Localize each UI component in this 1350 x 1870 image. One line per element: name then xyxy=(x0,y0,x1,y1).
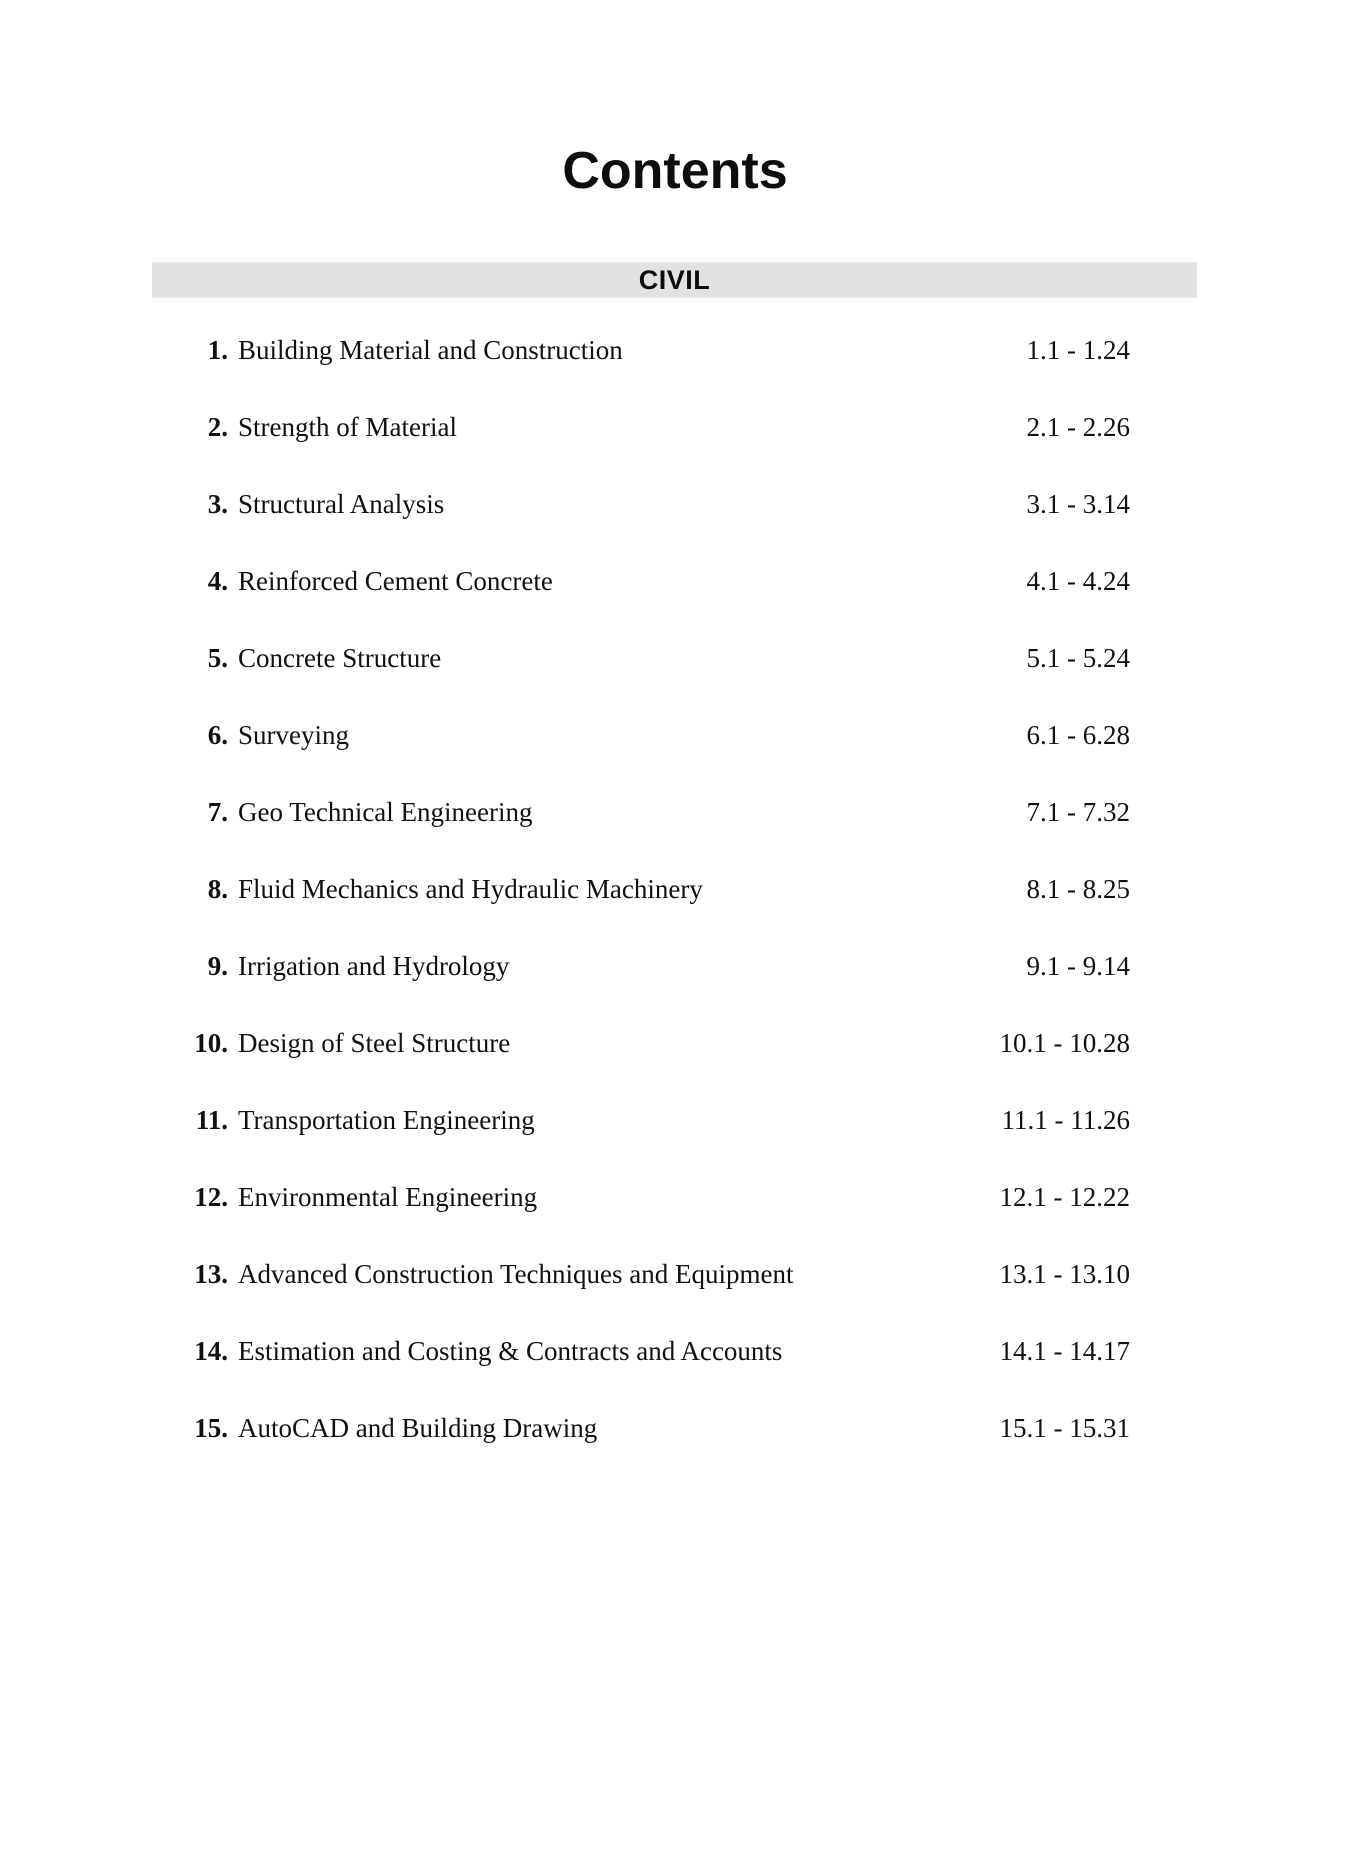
toc-entry-number: 4. xyxy=(207,566,228,596)
toc-entry xyxy=(152,774,1130,851)
toc-entry-pages: 6.1 - 6.28 xyxy=(1026,720,1130,750)
toc-entry xyxy=(152,1313,1130,1390)
toc-entry-number: 3. xyxy=(207,489,228,519)
toc-entry xyxy=(152,389,1130,466)
toc-entry-title: Structural Analysis xyxy=(238,489,445,519)
toc-entry-pages: 3.1 - 3.14 xyxy=(1026,489,1130,519)
toc-entry-number: 9. xyxy=(207,951,228,981)
toc-entry xyxy=(152,466,1130,543)
toc-entry-title: Estimation and Costing & Contracts and Accounts xyxy=(238,1336,783,1366)
section-banner xyxy=(152,262,1197,298)
toc-entry-title: Advanced Construction Techniques and Equipment xyxy=(238,1259,794,1289)
toc-entry-number: 1. xyxy=(207,335,228,365)
toc-entry-pages: 12.1 - 12.22 xyxy=(999,1182,1130,1212)
toc-entry-pages: 7.1 - 7.32 xyxy=(1026,797,1130,827)
toc-entry-title: Environmental Engineering xyxy=(238,1182,538,1212)
toc-entry-number: 14. xyxy=(194,1336,228,1366)
toc-entry-number: 10. xyxy=(194,1028,228,1058)
toc-entry-title: Fluid Mechanics and Hydraulic Machinery xyxy=(238,874,703,904)
toc-entry-pages: 8.1 - 8.25 xyxy=(1026,874,1130,904)
toc-entry xyxy=(152,1082,1130,1159)
toc-entry-number: 2. xyxy=(207,412,228,442)
toc-entry xyxy=(152,312,1130,389)
toc-entry-title: Strength of Material xyxy=(238,412,457,442)
toc-list xyxy=(152,312,1130,1467)
toc-entry-title: AutoCAD and Building Drawing xyxy=(238,1413,598,1443)
contents-page xyxy=(0,142,1350,1870)
toc-entry-pages: 10.1 - 10.28 xyxy=(999,1028,1130,1058)
toc-entry xyxy=(152,1005,1130,1082)
toc-entry-title: Geo Technical Engineering xyxy=(238,797,533,827)
toc-entry xyxy=(152,1159,1130,1236)
section-banner-label: CIVIL xyxy=(638,265,711,295)
toc-entry-pages: 1.1 - 1.24 xyxy=(1026,335,1130,365)
toc-entry xyxy=(152,928,1130,1005)
toc-entry xyxy=(152,543,1130,620)
toc-entry-title: Surveying xyxy=(238,720,349,750)
toc-entry-title: Design of Steel Structure xyxy=(238,1028,511,1058)
page-title: Contents xyxy=(562,142,788,200)
toc-entry-number: 5. xyxy=(207,643,228,673)
toc-entry-number: 12. xyxy=(194,1182,228,1212)
toc-entry-title: Building Material and Construction xyxy=(238,335,623,365)
toc-entry-pages: 9.1 - 9.14 xyxy=(1026,951,1130,981)
toc-entry-title: Transportation Engineering xyxy=(238,1105,535,1135)
toc-entry xyxy=(152,851,1130,928)
toc-entry-number: 11. xyxy=(195,1105,228,1135)
toc-entry-number: 6. xyxy=(207,720,228,750)
toc-entry-number: 13. xyxy=(194,1259,228,1289)
toc-entry-pages: 4.1 - 4.24 xyxy=(1026,566,1130,596)
toc-entry-number: 15. xyxy=(194,1413,228,1443)
toc-entry-pages: 13.1 - 13.10 xyxy=(999,1259,1130,1289)
toc-entry-pages: 15.1 - 15.31 xyxy=(999,1413,1130,1443)
toc-entry-number: 8. xyxy=(207,874,228,904)
toc-entry-title: Concrete Structure xyxy=(238,643,442,673)
toc-entry-title: Reinforced Cement Concrete xyxy=(238,566,553,596)
toc-entry-pages: 2.1 - 2.26 xyxy=(1026,412,1130,442)
toc-entry xyxy=(152,1390,1130,1467)
toc-entry-pages: 14.1 - 14.17 xyxy=(999,1336,1130,1366)
toc-entry-pages: 11.1 - 11.26 xyxy=(1001,1105,1130,1135)
toc-entry-title: Irrigation and Hydrology xyxy=(238,951,510,981)
toc-entry xyxy=(152,1236,1130,1313)
toc-entry-number: 7. xyxy=(207,797,228,827)
toc-entry-pages: 5.1 - 5.24 xyxy=(1026,643,1130,673)
toc-entry xyxy=(152,697,1130,774)
toc-entry xyxy=(152,620,1130,697)
